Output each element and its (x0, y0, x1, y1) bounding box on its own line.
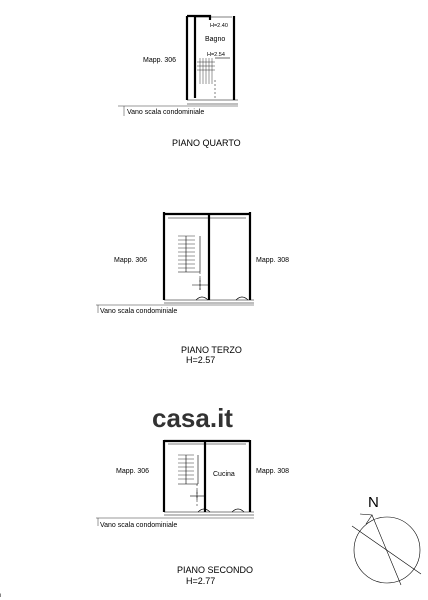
stair-hatch (178, 455, 198, 484)
label-left: Mapp. 306 (143, 57, 177, 64)
floor-title: PIANO SECONDO (177, 565, 254, 575)
label-right: Mapp. 308 (256, 468, 290, 475)
north-arrow-icon (352, 494, 421, 585)
watermark: casa.it (152, 403, 233, 433)
floor-plan-secondo (96, 440, 289, 586)
floor-plan-quarto (118, 16, 241, 148)
stair-label: Vano scala condominiale (127, 109, 205, 116)
floor-plan-terzo (96, 212, 289, 365)
stair-hatch (178, 236, 200, 272)
compass-label: N (368, 494, 379, 511)
label-left: Mapp. 306 (116, 468, 150, 475)
floor-height: H=2.57 (186, 355, 216, 365)
floor-height: H=2.77 (186, 576, 216, 586)
stair-label: Vano scala condominiale (100, 308, 178, 315)
room-label: Cucina (213, 471, 235, 478)
room-label: Bagno (205, 36, 226, 43)
floor-title: PIANO TERZO (181, 345, 242, 355)
height-bottom: H=2.54 (207, 52, 225, 58)
floor-title: PIANO QUARTO (172, 138, 241, 148)
stair-label: Vano scala condominiale (100, 522, 178, 529)
stair-hatch (197, 58, 230, 84)
edge-mark: i (0, 593, 2, 599)
label-left: Mapp. 306 (114, 257, 148, 264)
height-top: H=2.40 (210, 23, 228, 29)
label-right: Mapp. 308 (256, 257, 290, 264)
